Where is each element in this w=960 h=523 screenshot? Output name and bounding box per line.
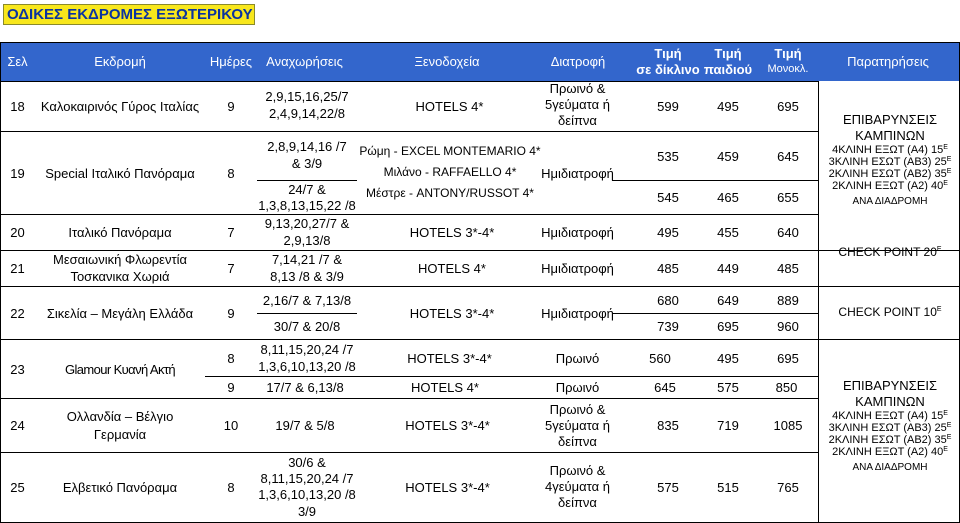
row20-board: Ημιδιατροφή	[541, 225, 614, 240]
row22-sel: 22	[10, 305, 25, 321]
row24-days: 10	[223, 418, 239, 433]
remarks-surcharges-title: ΕΠΙΒΑΡΥΝΣΕΙΣ	[842, 112, 938, 127]
remarks-line-ab2: 2ΚΛΙΝΗ ΕΣΩΤ (ΑΒ2) $35^E$	[828, 434, 952, 446]
row22-priceA-double: 680	[657, 292, 679, 308]
row22-priceB-child: 695	[717, 319, 739, 334]
row25-price-child: 515	[717, 480, 739, 495]
row19-hotel1: Ρώμη - EXCEL MONTEMARIO 4*	[359, 143, 541, 158]
remarks-checkpoint-20: CHECK POINT $20^E$	[838, 245, 942, 259]
row24-board1: Πρωινό &	[549, 401, 606, 417]
page-title: ΟΔΙΚΕΣ ΕΚΔΡΟΜΕΣ ΕΞΩΤΕΡΙΚΟΥ	[3, 4, 255, 25]
header-price-double-2: σε δίκλινο	[636, 61, 700, 77]
remarks-line-a2: 2ΚΛΙΝΗ ΕΞΩΤ (Α2) $40^E$	[832, 180, 948, 192]
row24-price-child: 719	[717, 418, 739, 433]
table-header	[0, 42, 960, 81]
row23-priceA-child: 495	[717, 350, 739, 366]
row22-priceA-single: 889	[777, 292, 799, 308]
row19-priceB-single: 655	[777, 190, 799, 205]
remarks-line-a4: 4ΚΛΙΝΗ ΕΞΩΤ (Α4) $15^E$	[832, 410, 948, 422]
row18-board2: 5γεύματα ή	[545, 96, 610, 112]
remarks-per-route: ΑΝΑ ΔΙΑΔΡΟΜΗ	[852, 196, 928, 207]
row25-board1: Πρωινό &	[549, 462, 606, 478]
row25-dep4: 3/9	[297, 503, 317, 519]
remarks-checkpoint-10: CHECK POINT $10^E$	[838, 305, 942, 319]
row23-priceB-single: 850	[775, 380, 798, 395]
row18-board3: δείπνα	[558, 112, 597, 128]
row19-hotel2: Μιλάνο - RAFFAELLO 4*	[383, 164, 517, 179]
remarks-line-a2: 2ΚΛΙΝΗ ΕΞΩΤ (Α2) $40^E$	[832, 446, 948, 458]
header-sel: Σελ	[7, 54, 28, 69]
remarks-line-ab3: 3ΚΛΙΝΗ ΕΣΩΤ (ΑΒ3) $25^E$	[828, 156, 952, 168]
row20-price-child: 455	[717, 225, 739, 240]
row20-dep2: 2,9,13/8	[283, 233, 331, 248]
row23-depA1: 8,11,15,20,24 /7	[260, 342, 354, 357]
row25-board3: δείπνα	[558, 494, 597, 510]
row22-depB: 30/7 & 20/8	[273, 319, 341, 334]
row19-hotel3: Μέστρε - ANTONY/RUSSOT 4*	[366, 185, 534, 200]
header-board: Διατροφή	[550, 54, 606, 69]
row18-dep1: 2,9,15,16,25/7	[265, 88, 349, 104]
row25-price-double: 575	[657, 480, 679, 495]
row19-days: 8	[227, 165, 235, 181]
row20-price-single: 640	[777, 225, 799, 240]
row24-hotel: HOTELS 3*-4*	[405, 418, 490, 433]
remarks-line-a4: 4ΚΛΙΝΗ ΕΞΩΤ (Α4) $15^E$	[832, 144, 948, 156]
header-price-child-1: Τιμή	[714, 45, 742, 61]
row20-days: 7	[227, 225, 235, 240]
row21-hotel: HOTELS 4*	[418, 261, 486, 276]
row20-dep1: 9,13,20,27/7 &	[264, 216, 350, 231]
row23-hotelA: HOTELS 3*-4*	[407, 350, 492, 366]
row18-days: 9	[227, 98, 235, 114]
border	[818, 81, 819, 523]
header-departures: Αναχωρήσεις	[266, 54, 343, 69]
header-days: Ημέρες	[209, 54, 253, 69]
row22-board: Ημιδιατροφή	[541, 305, 614, 321]
row22-priceA-child: 649	[717, 292, 739, 308]
row24-price-double: 835	[657, 418, 679, 433]
row18-price-double: 599	[657, 98, 679, 114]
row23-depB: 17/7 & 6,13/8	[266, 380, 344, 395]
row23-sel: 23	[10, 361, 25, 377]
row25-name: Ελβετικό Πανόραμα	[62, 480, 178, 495]
row24-dep: 19/7 & 5/8	[275, 418, 335, 433]
row23-name: Glamour Κυανή Ακτή	[64, 361, 176, 377]
row21-price-child: 449	[717, 261, 739, 276]
row24-board3: δείπνα	[558, 433, 597, 449]
row25-dep3: 1,3,6,10,13,20 /8	[258, 486, 356, 502]
remarks-line-ab3: 3ΚΛΙΝΗ ΕΣΩΤ (ΑΒ3) $25^E$	[828, 422, 952, 434]
row20-price-double: 495	[657, 225, 679, 240]
row21-name1: Μεσαιωνική Φλωρεντία	[53, 252, 187, 267]
row23-priceB-child: 575	[717, 380, 739, 395]
row18-hotel: HOTELS 4*	[415, 98, 484, 114]
row21-sel: 21	[10, 261, 25, 276]
row19-priceA-child: 459	[717, 148, 739, 164]
row18-board1: Πρωινό &	[549, 80, 606, 96]
row19-depA1: 2,8,9,14,16 /7	[267, 138, 347, 154]
row24-sel: 24	[10, 418, 25, 433]
row22-depA: 2,16/7 & 7,13/8	[262, 292, 352, 308]
row23-daysB: 9	[227, 380, 235, 395]
row25-sel: 25	[10, 480, 25, 495]
row19-priceA-single: 645	[777, 148, 799, 164]
header-notes: Παρατηρήσεις	[847, 54, 929, 69]
row20-name: Ιταλικό Πανόραμα	[68, 225, 172, 240]
header-price-double-1: Τιμή	[654, 45, 682, 61]
row19-name: Special Ιταλικό Πανόραμα	[45, 165, 195, 181]
header-excursion: Εκδρομή	[94, 54, 146, 69]
row18-price-child: 495	[717, 98, 739, 114]
remarks-surcharges-title: ΕΠΙΒΑΡΥΝΣΕΙΣ	[842, 378, 938, 393]
row24-name2: Γερμανία	[93, 427, 147, 442]
row25-board2: 4γεύματα ή	[545, 478, 610, 494]
row23-boardB: Πρωινό	[555, 380, 600, 395]
row19-priceB-double: 545	[657, 190, 679, 205]
remarks-cabins-title: ΚΑΜΠΙΝΩΝ	[855, 394, 925, 409]
header-hotels: Ξενοδοχεία	[414, 54, 480, 69]
row23-priceB-double: 645	[654, 380, 676, 395]
remarks-block-1	[820, 112, 960, 208]
row18-dep2: 2,4,9,14,22/8	[269, 105, 345, 121]
header-price-single-2: Μονοκλ.	[767, 62, 809, 75]
remarks-per-route: ΑΝΑ ΔΙΑΔΡΟΜΗ	[852, 462, 928, 473]
remarks-cabins-title: ΚΑΜΠΙΝΩΝ	[855, 128, 925, 143]
row21-board: Ημιδιατροφή	[541, 261, 614, 276]
row18-price-single: 695	[777, 98, 799, 114]
row25-days: 8	[227, 480, 235, 495]
row19-depB2: 1,3,8,13,15,22 /8	[258, 198, 356, 213]
row21-days: 7	[227, 261, 235, 276]
row19-priceB-child: 465	[717, 190, 739, 205]
row23-boardA: Πρωινό	[555, 350, 600, 366]
row24-board2: 5γεύματα ή	[545, 417, 610, 433]
row21-price-single: 485	[777, 261, 799, 276]
header-price-child-2: παιδιού	[703, 61, 753, 77]
row19-depB1: 24/7 &	[288, 182, 326, 197]
row21-name2: Τοσκανικα Χωριά	[70, 269, 170, 284]
remarks-block-2	[820, 378, 960, 474]
row25-hotel: HOTELS 3*-4*	[405, 480, 490, 495]
row22-hotel: HOTELS 3*-4*	[409, 305, 495, 321]
row23-priceA-single: 695	[777, 350, 799, 366]
row25-dep2: 8,11,15,20,24 /7	[260, 470, 354, 486]
row20-hotel: HOTELS 3*-4*	[409, 225, 495, 240]
row22-priceB-single: 960	[777, 319, 799, 334]
row23-depA2: 1,3,6,10,13,20 /8	[258, 359, 356, 374]
row23-daysA: 8	[227, 350, 235, 366]
row25-price-single: 765	[777, 480, 799, 495]
row19-depA2: & 3/9	[291, 155, 323, 171]
row20-sel: 20	[10, 225, 25, 240]
row19-board: Ημιδιατροφή	[541, 165, 614, 181]
row22-days: 9	[227, 305, 235, 321]
row18-name: Καλοκαιρινός Γύρος Ιταλίας	[40, 98, 200, 114]
row23-hotelB: HOTELS 4*	[411, 380, 479, 395]
row22-name: Σικελία – Μεγάλη Ελλάδα	[46, 305, 194, 321]
row21-dep1: 7,14,21 /7 &	[271, 252, 343, 267]
row19-priceA-double: 535	[657, 148, 679, 164]
remarks-line-ab2: 2ΚΛΙΝΗ ΕΣΩΤ (ΑΒ2) $35^E$	[828, 168, 952, 180]
row22-priceB-double: 739	[657, 319, 679, 334]
row21-dep2: 8,13 /8 & 3/9	[270, 269, 344, 284]
row24-price-single: 1085	[773, 418, 803, 433]
border	[0, 42, 960, 43]
header-price-single-1: Τιμή	[774, 45, 802, 61]
row19-sel: 19	[10, 165, 25, 181]
row25-dep1: 30/6 &	[288, 454, 326, 470]
row21-price-double: 485	[657, 261, 679, 276]
row23-priceA-double: 560	[649, 350, 671, 366]
row18-sel: 18	[10, 98, 25, 114]
row24-name1: Ολλανδία – Βέλγιο	[66, 409, 174, 424]
